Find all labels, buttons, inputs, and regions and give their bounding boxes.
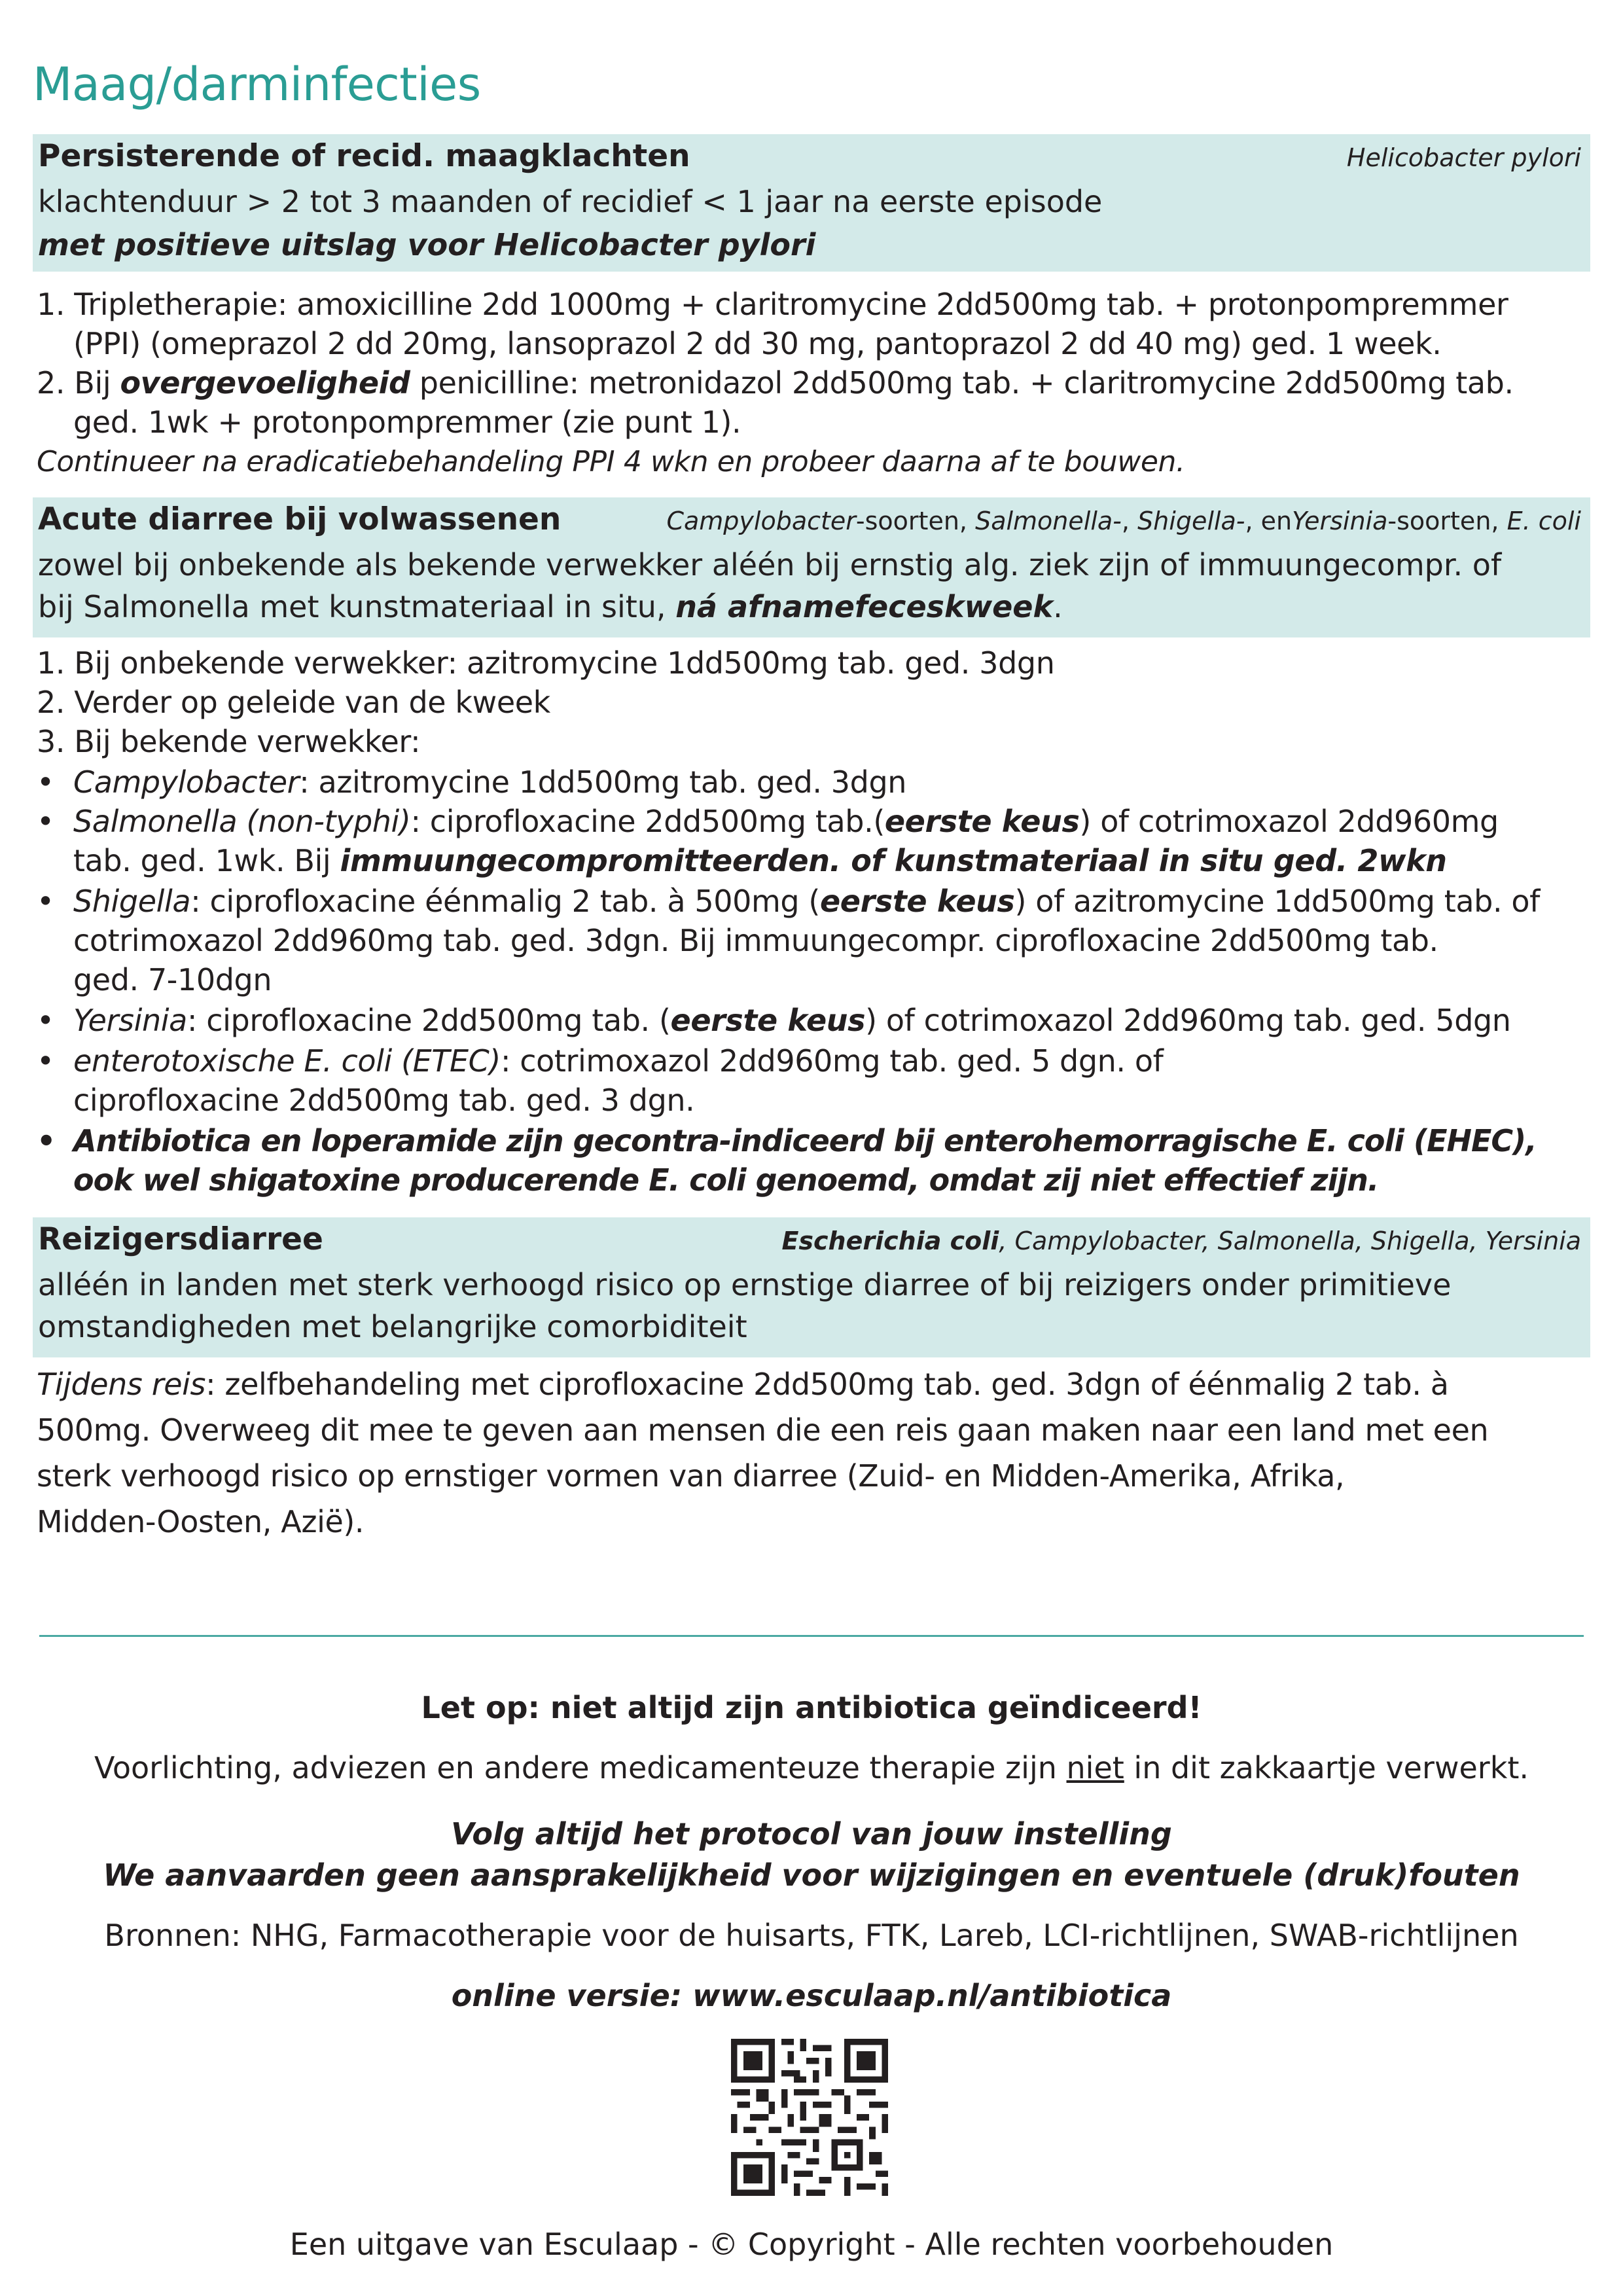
bullet-line-continued: tab. ged. 1wk. Bij immuungecompromitteerden. of kunstmateriaal in situ ged. 2wkn <box>73 843 1447 878</box>
therapy-line: Tijdens reis: zelfbehandeling met ciprofloxacine 2dd500mg tab. ged. 3dgn of éénmalig 2 tab. à <box>37 1367 1449 1402</box>
section-description: zowel bij onbekende als bekende verwekker aléén bij ernstig alg. ziek zijn of immuungecompr. of <box>38 547 1502 583</box>
section-header-maagklachten <box>33 134 1590 272</box>
bullet-marker: • <box>37 1123 56 1158</box>
therapy-line: 2. Verder op geleide van de kweek <box>37 685 550 720</box>
bullet-line-continued: ged. 7-10dgn <box>73 962 272 997</box>
section-title: Persisterende of recid. maagklachten <box>38 138 690 174</box>
footer-warning: Let op: niet altijd zijn antibiotica geïndiceerd! <box>421 1690 1202 1725</box>
section-description: omstandigheden met belangrijke comorbiditeit <box>38 1309 747 1344</box>
bullet-line: Yersinia: ciprofloxacine 2dd500mg tab. (eerste keus) of cotrimoxazol 2dd960mg tab. ged. 5dgn <box>73 1003 1511 1038</box>
section-header-acute-diarree <box>33 497 1590 637</box>
bullet-marker: • <box>37 1003 55 1038</box>
footer-disclaimer: We aanvaarden geen aansprakelijkheid voor wijzigingen en eventuele (druk)fouten <box>103 1857 1520 1893</box>
therapy-line: 1. Tripletherapie: amoxicilline 2dd 1000mg + claritromycine 2dd500mg tab. + protonpompremmer <box>37 287 1508 322</box>
footer-publisher: Een uitgave van Esculaap - © Copyright - Alle rechten voorbehouden <box>289 2227 1334 2262</box>
bullet-line-continued: cotrimoxazol 2dd960mg tab. ged. 3dgn. Bij immuungecompr. ciprofloxacine 2dd500mg tab. <box>73 923 1438 958</box>
therapy-line: ged. 1wk + protonpompremmer (zie punt 1). <box>73 404 741 440</box>
section-description: alléén in landen met sterk verhoogd risico op ernstige diarree of bij reizigers onder primitieve <box>38 1267 1452 1302</box>
therapy-line: 500mg. Overweeg dit mee te geven aan mensen die een reis gaan maken naar een land met een <box>37 1412 1489 1448</box>
therapy-note: Continueer na eradicatiebehandeling PPI 4 wkn en probeer daarna af te bouwen. <box>37 445 1185 478</box>
therapy-line: 2. Bij overgevoeligheid penicilline: metronidazol 2dd500mg tab. + claritromycine 2dd500mg tab. <box>37 365 1514 401</box>
bullet-marker: • <box>37 884 55 919</box>
divider <box>39 1635 1584 1637</box>
section-description: bij Salmonella met kunstmateriaal in situ, ná afnamefeceskweek. <box>38 589 1063 624</box>
therapy-line: (PPI) (omeprazol 2 dd 20mg, lansoprazol 2 dd 30 mg, pantoprazol 2 dd 40 mg) ged. 1 week. <box>73 326 1442 361</box>
warning-line: ook wel shigatoxine producerende E. coli genoemd, omdat zij niet effectief zijn. <box>73 1162 1379 1198</box>
therapy-line: 3. Bij bekende verwekker: <box>37 724 421 759</box>
bullet-line-continued: ciprofloxacine 2dd500mg tab. ged. 3 dgn. <box>73 1083 695 1118</box>
bullet-marker: • <box>37 804 55 839</box>
section-organisms: Escherichia coli, Campylobacter, Salmonella, Shigella, Yersinia <box>781 1227 1581 1255</box>
page-title: Maag/darminfecties <box>33 58 481 111</box>
footer-online-link[interactable]: online versie: www.esculaap.nl/antibiotica <box>451 1978 1172 2013</box>
section-organisms: Campylobacter-soorten, Salmonella-, Shigella-, enYersinia-soorten, E. coli <box>666 507 1581 535</box>
bullet-line: Shigella: ciprofloxacine éénmalig 2 tab. à 500mg (eerste keus) of azitromycine 1dd500mg tab. of <box>73 884 1540 919</box>
footer-protocol: Volg altijd het protocol van jouw instelling <box>451 1816 1172 1852</box>
bullet-marker: • <box>37 1043 55 1079</box>
warning-line: Antibiotica en loperamide zijn gecontra-indiceerd bij enterohemorragische E. coli (EHEC), <box>73 1123 1537 1158</box>
bullet-marker: • <box>37 764 55 800</box>
section-description-emphasis: met positieve uitslag voor Helicobacter pylori <box>38 227 816 262</box>
section-title: Reizigersdiarree <box>38 1221 323 1257</box>
therapy-line: sterk verhoogd risico op ernstiger vormen van diarree (Zuid- en Midden-Amerika, Afrika, <box>37 1458 1345 1494</box>
footer-sources: Bronnen: NHG, Farmacotherapie voor de huisarts, FTK, Lareb, LCI-richtlijnen, SWAB-richtlijnen <box>104 1918 1519 1953</box>
section-header-reizigersdiarree <box>33 1217 1590 1357</box>
section-title: Acute diarree bij volwassenen <box>38 501 562 537</box>
therapy-line: 1. Bij onbekende verwekker: azitromycine 1dd500mg tab. ged. 3dgn <box>37 645 1055 681</box>
therapy-line: Midden-Oosten, Azië). <box>37 1504 365 1539</box>
bullet-line: Campylobacter: azitromycine 1dd500mg tab. ged. 3dgn <box>73 764 907 800</box>
section-organisms: Helicobacter pylori <box>1346 143 1581 172</box>
footer-info: Voorlichting, adviezen en andere medicamenteuze therapie zijn niet in dit zakkaartje verwerkt. <box>94 1750 1529 1785</box>
bullet-line: enterotoxische E. coli (ETEC): cotrimoxazol 2dd960mg tab. ged. 5 dgn. of <box>73 1043 1164 1079</box>
bullet-line: Salmonella (non-typhi): ciprofloxacine 2dd500mg tab.(eerste keus) of cotrimoxazol 2dd960mg <box>73 804 1499 839</box>
qr-code <box>731 2039 888 2196</box>
section-description: klachtenduur > 2 tot 3 maanden of recidief < 1 jaar na eerste episode <box>38 184 1103 219</box>
